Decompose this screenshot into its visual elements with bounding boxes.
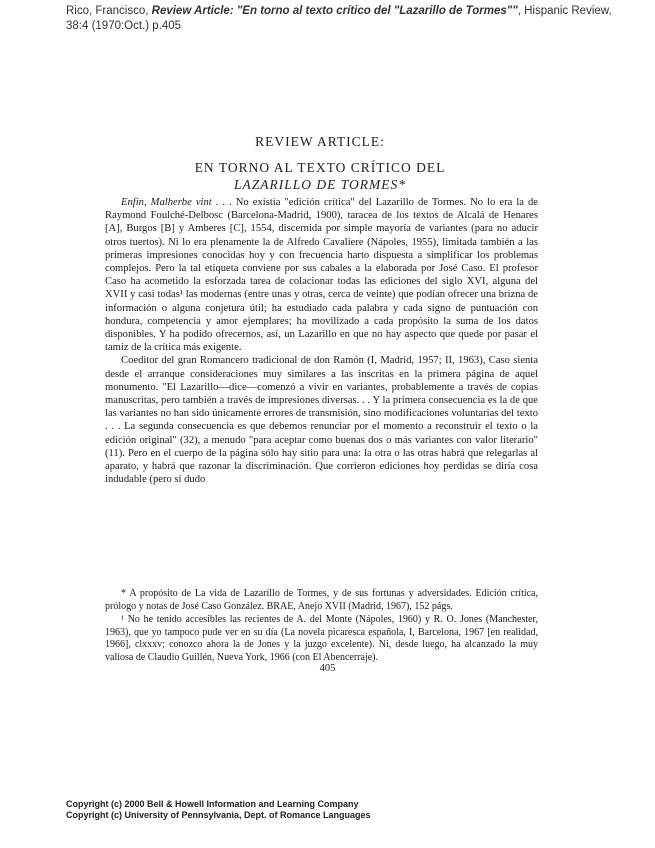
article-title-line1: EN TORNO AL TEXTO CRÍTICO DEL [194, 160, 446, 175]
citation-prefix: Rico, Francisco, [66, 5, 152, 17]
footnotes [105, 588, 538, 666]
article-title-line2: LAZARILLO DE TORMES* [233, 177, 406, 192]
copyright-notice [66, 799, 546, 821]
paragraph-1-lead: Enfin, Malherbe vint [121, 197, 212, 208]
copyright-line-2: Copyright (c) University of Pennsylvania, Dept. of Romance Languages [66, 810, 371, 820]
citation-title: Review Article: "En torno al texto crítico del "Lazarillo de Tormes"" [151, 5, 518, 17]
paragraph-2: Coeditor del gran Romancero tradicional de don Ramón (I, Madrid, 1957; II, 1963), Caso sienta desde el arranque consideraciones muy similares a las inscritas en la primera página de aquel monumento. "El Lazarillo—dice—comenzó a vivir en variantes, probablemente a través de copias manuscritas, pero también a través de impresiones diversas. . . Y la primera consecuencia es la de que las variantes no han sido únicamente errores de transmisión, sino modificaciones voluntarias del texto . . . La segunda consecuencia es que debemos renunciar por el momento a reconstruir el texto o la edición original" (32), a menudo "para aceptar como buenas dos o más variantes con valor literario" (11). Pero en el cuerpo de la página sólo hay sitio para una: la otra o las otras habrá que relegarlas al aparato, y habrá que razonar la discriminación. Que corrieron ediciones hoy perdidas se diría cosa indudable (pero sí dudo [105, 355, 538, 486]
article-heading [120, 133, 520, 193]
article-body [105, 196, 538, 486]
citation-suffix: , Hispanic Review, 38:4 (1970:Oct.) p.405 [66, 5, 612, 32]
copyright-line-1: Copyright (c) 2000 Bell & Howell Information and Learning Company [66, 799, 359, 809]
citation-header [66, 4, 626, 34]
paragraph-1 [105, 196, 538, 354]
footnote-star: * A propósito de La vida de Lazarillo de Tormes, y de sus fortunas y adversidades. Edición crítica, prólogo y notas de José Caso González. BRAE, Anejo XVII (Madrid, 1967), 152 págs. [105, 588, 538, 612]
footnote-1: ¹ No he tenido accesibles las recientes de A. del Monte (Nápoles, 1960) y R. O. Jones (Manchester, 1963), que yo tampoco pude ver en su día (La novela picaresca española, I, Barcelona, 1967 [en realidad, 1966], clxxxv; conozco ahora la de Jones y la juzgo excelente). Ni, desde luego, ha alcanzado la muy valiosa de Claudio Guillén, Nueva York, 1966 (con El Abencerraje). [105, 614, 538, 663]
article-label: REVIEW ARTICLE: [255, 134, 385, 149]
paragraph-1-text: . . . No existía "edición crítica" del Lazarillo de Tormes. No lo era la de Raymond Foulché-Delbosc (Barcelona-Madrid, 1900), taracea de los textos de Alcalá de Henares [A], Burgos [B] y Amberes [C], 1554, discernida por simple mayoría de variantes (para no aducir otros tuertos). Ni lo era plenamente la de Alfredo Cavaliere (Nápoles, 1955), limitada también a las primeras impresiones conocidas hoy y con frecuencia harto dispuesta a simplificar los problemas complejos. Pero la tal etiqueta conviene por sus cabales a la elaborada por José Caso. El profesor Caso ha acometido la esforzada tarea de colacionar todas las ediciones del siglo XVI, alguna del XVII y casi todas¹ las modernas (entre unas y otras, cerca de veinte) que podían ofrecer una brizna de información o alguna conjetura útil; ha estudiado cada palabra y cada signo de puntuación con hondura, competencia y amor ejemplares; ha movilizado a cada propósito la suma de los datos disponibles. Y ha podido ofrecernos, así, un Lazarillo en que no hay aspecto que quede por pasar el tamiz de la crítica más exigente. [105, 197, 539, 354]
page-number: 405 [319, 663, 336, 674]
